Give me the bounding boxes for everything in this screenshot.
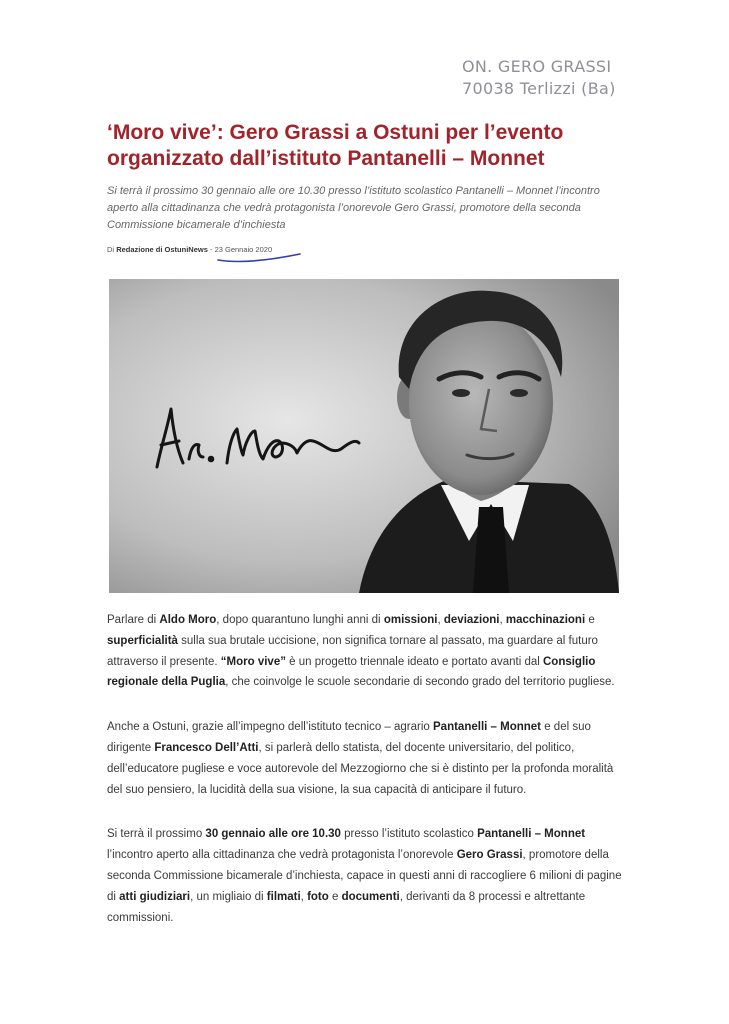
byline-author: Redazione di OstuniNews: [116, 245, 208, 254]
bold-text-run: macchinazioni: [505, 614, 586, 626]
text-run: l’incontro aperto alla cittadinanza che vedrà protagonista l’onorevole: [107, 849, 457, 862]
bold-text-run: superficialità: [107, 634, 178, 647]
text-run: , si parlerà dello statista, del docente universitario, del politico, dell’educatore pugliese e voce autorevole del Mezzogiorno che si è distinto per la profonda moralità del suo pensiero, la lucidità della sua visione, la sua capacità di anticipare il futuro.: [107, 741, 614, 796]
text-run: e: [585, 614, 595, 626]
bold-text-run: foto: [307, 890, 329, 903]
byline-date: 23 Gennaio 2020: [214, 245, 273, 254]
text-run: Anche a Ostuni, grazie all’impegno dell’istituto tecnico – agrario: [107, 721, 434, 734]
article-title: ‘Moro vive’: Gero Grassi a Ostuni per l’evento organizzato dall’istituto Pantanelli – Monnet: [107, 121, 564, 170]
bold-text-run: atti giudiziari: [119, 890, 191, 903]
text-run: , un migliaio di: [190, 890, 267, 903]
bold-text-run: filmati: [266, 890, 301, 903]
text-run: ,: [300, 890, 308, 903]
bold-text-run: Aldo Moro: [159, 614, 217, 626]
text-run: Si terrà il prossimo: [107, 828, 206, 841]
stamp-line-address: 70038 Terlizzi (Ba): [462, 79, 616, 98]
portrait-photo: [109, 279, 619, 593]
bold-text-run: omissioni: [383, 614, 438, 626]
paragraph: [107, 824, 625, 928]
bold-text-run: Pantanelli – Monnet: [477, 828, 586, 841]
bold-text-run: Pantanelli – Monnet: [433, 721, 542, 734]
address-stamp: [462, 56, 616, 100]
stamp-line-name: ON. GERO GRASSI: [462, 57, 612, 76]
text-run: , dopo quarantuno lunghi anni di: [216, 614, 384, 626]
pen-underline-mark: [216, 250, 306, 264]
bold-text-run: Gero Grassi: [456, 849, 523, 862]
paragraph: [107, 717, 625, 800]
paragraph: [107, 610, 625, 693]
text-run: ,: [437, 614, 444, 626]
text-run: è un progetto triennale ideato e portato avanti dal: [285, 655, 543, 668]
text-run: sulla sua brutale uccisione, non significa tornare al passato, ma guardare al futuro attraverso il presente.: [107, 634, 598, 668]
text-run: e: [328, 890, 342, 903]
article-body: [107, 610, 625, 952]
byline-separator: -: [209, 245, 213, 254]
bold-text-run: Consiglio regionale della Puglia: [107, 655, 596, 689]
text-run: , derivanti da 8 processi e altrettante commissioni.: [107, 890, 586, 924]
bold-text-run: 30 gennaio alle ore 10.30: [205, 828, 341, 841]
bold-text-run: documenti: [341, 890, 400, 903]
bold-text-run: deviazioni: [443, 614, 500, 626]
text-run: , che coinvolge le scuole secondarie di secondo grado del territorio pugliese.: [225, 676, 615, 689]
text-run: ,: [499, 614, 506, 626]
article-subtitle: Si terrà il prossimo 30 gennaio alle ore 10.30 presso l’istituto scolastico Pantanelli – Monnet l’incontro aperto alla cittadinanza che vedrà protagonista l’onorevole Gero Grassi, promotore della seconda Commissione bicamerale d’inchiesta: [107, 185, 600, 231]
byline-prefix: Di: [107, 245, 115, 254]
text-run: e del suo dirigente: [107, 721, 591, 754]
text-run: , promotore della seconda Commissione bicamerale d’inchiesta, capace in questi anni di raccogliere 6 milioni di pagine di: [107, 849, 622, 903]
bold-text-run: “Moro vive”: [220, 655, 286, 668]
bold-text-run: Francesco Dell’Atti: [154, 741, 259, 754]
text-run: presso l’istituto scolastico: [340, 828, 478, 841]
text-run: Parlare di: [107, 614, 160, 626]
